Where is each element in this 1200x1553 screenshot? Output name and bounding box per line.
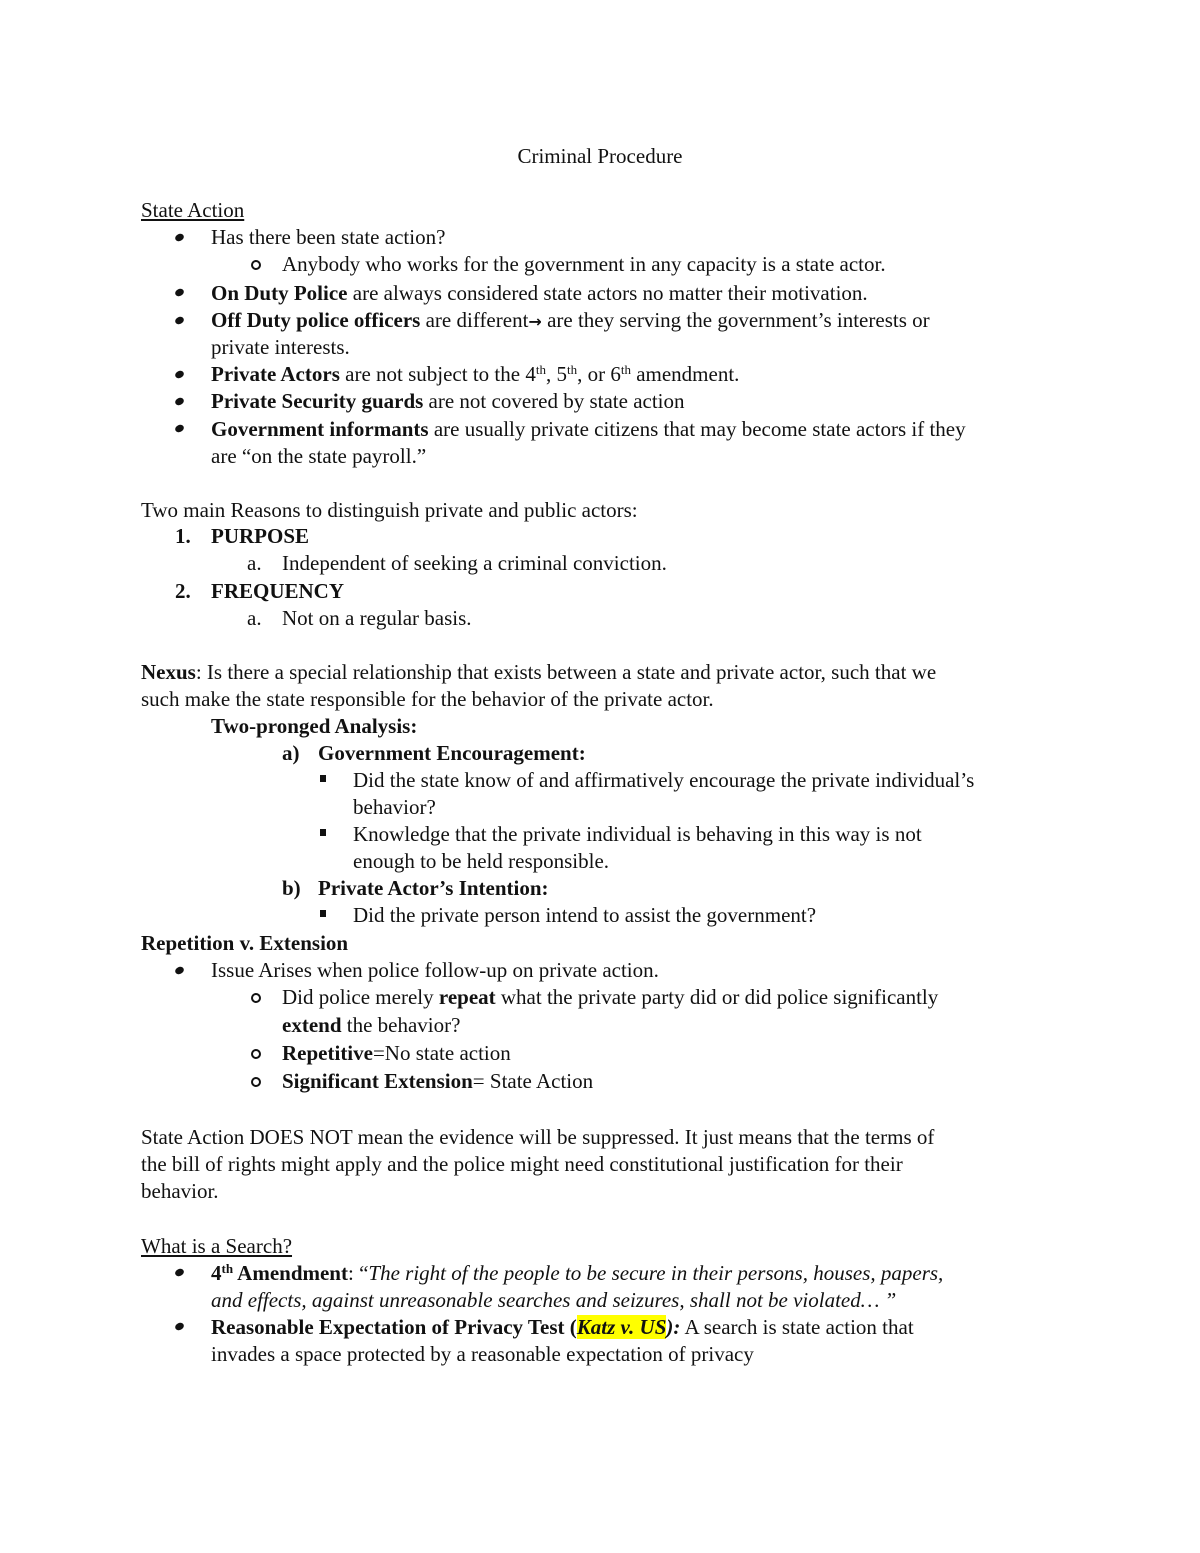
term-description: , 5 xyxy=(545,362,567,386)
term-description: , or 6 xyxy=(577,362,621,386)
list-item: Did the state know of and affirmatively encourage the private individual’s xyxy=(353,768,975,792)
list-item: Private Actor’s Intention: xyxy=(318,876,549,900)
bullet-icon xyxy=(174,965,185,975)
superscript: th xyxy=(535,362,546,377)
paragraph-continuation: such make the state responsible for the behavior of the private actor. xyxy=(141,687,714,711)
list-item: PURPOSE xyxy=(211,524,310,548)
text-run: what the private party did or did police significantly xyxy=(495,985,939,1009)
term-description: = State Action xyxy=(472,1069,594,1093)
list-item-continuation: invades a space protected by a reasonable expectation of privacy xyxy=(211,1342,754,1366)
term-description: are not covered by state action xyxy=(423,389,685,413)
paragraph: State Action DOES NOT mean the evidence will be suppressed. It just means that the terms of xyxy=(141,1125,935,1149)
list-item xyxy=(211,388,685,415)
superscript: th xyxy=(566,362,578,377)
text-run: ): xyxy=(666,1315,681,1339)
bullet-icon xyxy=(174,1321,185,1331)
list-item xyxy=(211,416,966,443)
term-description: are always considered state actors no matter their motivation. xyxy=(347,281,868,305)
subheading: Two-pronged Analysis: xyxy=(211,714,418,738)
term-description: =No state action xyxy=(372,1041,511,1065)
list-item-continuation: behavior? xyxy=(353,795,436,819)
term-description: are different xyxy=(420,308,529,332)
list-letter: a) xyxy=(282,741,300,765)
quotation: and effects, against unreasonable searches and seizures, shall not be violated… xyxy=(211,1288,880,1312)
section-heading-state-action: State Action xyxy=(141,198,245,222)
list-item xyxy=(211,1314,914,1341)
list-item-continuation: enough to be held responsible. xyxy=(353,849,610,873)
bullet-icon xyxy=(174,423,185,433)
term: Private Security guards xyxy=(211,389,424,413)
list-item xyxy=(282,1068,593,1095)
quotation: The right of the people to be secure in their persons, houses, papers, xyxy=(368,1261,944,1285)
term-description: : Is there a special relationship that exists between a state and private actor, such that we xyxy=(195,660,937,684)
bullet-icon xyxy=(174,232,185,242)
paragraph-continuation: the bill of rights might apply and the police might need constitutional justification for their xyxy=(141,1152,903,1176)
list-item xyxy=(211,307,930,335)
term: extend xyxy=(282,1013,342,1037)
circle-bullet-icon xyxy=(251,1049,261,1059)
list-item xyxy=(282,1040,511,1067)
paragraph xyxy=(141,659,936,686)
text-run: : “ xyxy=(347,1261,369,1285)
bullet-icon xyxy=(174,369,185,379)
list-letter: a. xyxy=(247,551,262,575)
section-heading-search: What is a Search? xyxy=(141,1234,293,1258)
term: Private Actors xyxy=(211,362,340,386)
term: repeat xyxy=(438,985,496,1009)
term-description: are usually private citizens that may become state actors if they xyxy=(428,417,966,441)
list-item-continuation: private interests. xyxy=(211,335,350,359)
page-title: Criminal Procedure xyxy=(517,144,683,168)
list-item xyxy=(211,1260,943,1287)
list-item xyxy=(211,361,739,388)
list-letter: b) xyxy=(282,876,301,900)
circle-bullet-icon xyxy=(251,1077,261,1087)
bullet-icon xyxy=(174,315,185,325)
list-item xyxy=(211,280,868,307)
superscript: th xyxy=(221,1261,234,1276)
term-description: are not subject to the 4 xyxy=(339,362,536,386)
term-description: amendment. xyxy=(630,362,740,386)
term: Reasonable Expectation of Privacy Test ( xyxy=(211,1315,577,1339)
term-description: are they serving the government’s interests or xyxy=(541,308,930,332)
text-run: the behavior? xyxy=(341,1013,461,1037)
paragraph: Two main Reasons to distinguish private and public actors: xyxy=(141,498,638,522)
list-number: 1. xyxy=(175,524,191,548)
term: On Duty Police xyxy=(211,281,348,305)
list-item-continuation: are “on the state payroll.” xyxy=(211,444,427,468)
paragraph-continuation: behavior. xyxy=(141,1179,219,1203)
square-bullet-icon xyxy=(320,829,326,836)
term: Repetitive xyxy=(282,1041,373,1065)
list-item: Government Encouragement: xyxy=(318,741,586,765)
list-item: Issue Arises when police follow-up on private action. xyxy=(211,958,659,982)
term: 4 xyxy=(211,1261,222,1285)
right-arrow-icon: → xyxy=(528,312,542,331)
square-bullet-icon xyxy=(320,775,326,782)
list-item-continuation xyxy=(211,1287,896,1314)
term: Significant Extension xyxy=(282,1069,473,1093)
term-description: A search is state action that xyxy=(680,1315,914,1339)
term: Nexus xyxy=(141,660,196,684)
section-heading-repetition: Repetition v. Extension xyxy=(141,931,349,955)
term: Government informants xyxy=(211,417,429,441)
list-letter: a. xyxy=(247,606,262,630)
term: Amendment xyxy=(233,1261,348,1285)
list-item: Not on a regular basis. xyxy=(282,606,472,630)
list-item: Anybody who works for the government in any capacity is a state actor. xyxy=(282,252,886,276)
list-item: Did the private person intend to assist the government? xyxy=(353,903,817,927)
list-item-continuation xyxy=(282,1012,460,1039)
text-run: Did police merely xyxy=(282,985,439,1009)
list-item: FREQUENCY xyxy=(211,579,345,603)
bullet-icon xyxy=(174,1267,185,1277)
circle-bullet-icon xyxy=(251,993,261,1003)
bullet-icon xyxy=(174,396,185,406)
square-bullet-icon xyxy=(320,910,326,917)
list-item xyxy=(282,984,938,1011)
list-item: Has there been state action? xyxy=(211,225,446,249)
list-item: Knowledge that the private individual is behaving in this way is not xyxy=(353,822,922,846)
term: Off Duty police officers xyxy=(211,308,421,332)
list-number: 2. xyxy=(175,579,191,603)
list-item: Independent of seeking a criminal conviction. xyxy=(282,551,667,575)
highlighted-case-name: Katz v. US xyxy=(576,1315,667,1339)
text-run: ” xyxy=(879,1288,897,1312)
circle-bullet-icon xyxy=(251,260,261,270)
superscript: th xyxy=(620,362,631,377)
bullet-icon xyxy=(174,287,185,297)
